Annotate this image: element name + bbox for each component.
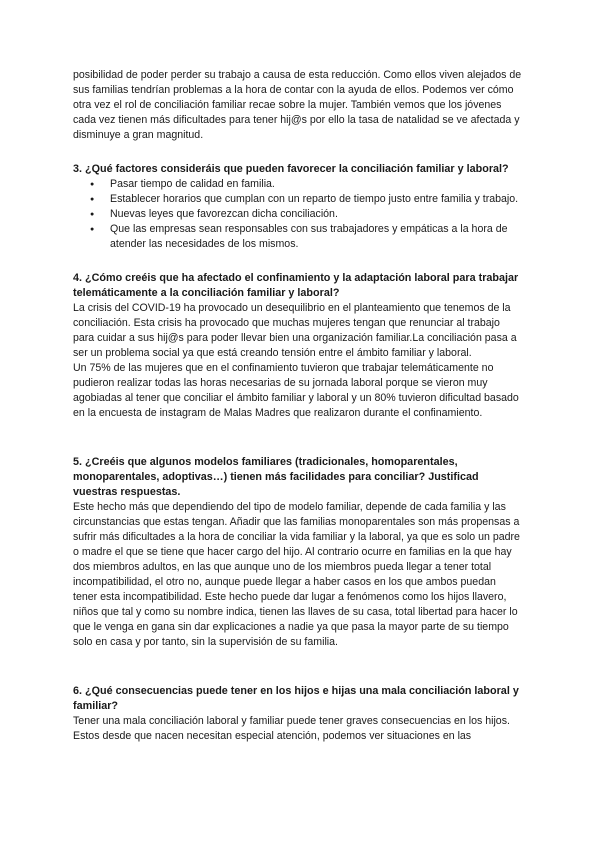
list-item: ● Nuevas leyes que favorezcan dicha conciliación. xyxy=(73,207,522,222)
intro-paragraph: posibilidad de poder perder su trabajo a causa de esta reducción. Como ellos viven alejados de sus familias tendrían problemas a la hora de contar con la ayuda de ellos. Podemos ver cómo otra vez el rol de conciliación familiar recae sobre la mujer. También vemos que los jóvenes cada vez tienen más dificultades para tener hij@s por ello la tasa de natalidad se ve afectada y disminuye a gran magnitud. xyxy=(73,69,522,141)
list-item: ● Establecer horarios que cumplan con un reparto de tiempo justo entre familia y trabajo. xyxy=(73,192,522,207)
section-q4 xyxy=(73,271,522,421)
q6-paragraph-1: Tener una mala conciliación laboral y familiar puede tener graves consecuencias en los hijos. Estos desde que nacen necesitan especial atención, podemos ver situaciones en las xyxy=(73,715,510,742)
q5-paragraph-1: Este hecho más que dependiendo del tipo de modelo familiar, depende de cada familia y las circunstancias que estas tengan. Añadir que las familias monoparentales son más propensas a sufrir más dificultades a la hora de conciliar la vida familiar y la laboral, ya que es solo un padre o madre el que se tiene que hacer cargo del hijo. Al contrario ocurre en familias en la que hay dos miembros adultos, en las que aunque uno de los miembros pueda llegar a tener total incompatibilidad, el otro no, aunque puede llegar a haber casos en los que ambos puedan tener esta incompatibilidad. Este hecho puede dar lugar a fenómenos como los hijos llavero, niños que tal y como su nombre indica, tienen las llaves de su casa, total libertad para hacer lo que le venga en gana sin dar explicaciones a nadie ya que pasa la mayor parte de su tiempo solo en casa y por tanto, sin la supervisión de su familia. xyxy=(73,501,520,648)
section-q6 xyxy=(73,684,522,744)
q3-bullet-list xyxy=(73,177,522,252)
question-6-title: 6. ¿Qué consecuencias puede tener en los hijos e hijas una mala conciliación laboral y familiar? xyxy=(73,685,519,712)
list-item: ● Que las empresas sean responsables con sus trabajadores y empáticas a la hora de atender las necesidades de los mismos. xyxy=(73,222,522,252)
question-5-title: 5. ¿Creéis que algunos modelos familiares (tradicionales, homoparentales, monoparentales, adoptivas…) tienen más facilidades para conciliar? Justificad vuestras respuestas. xyxy=(73,456,479,498)
list-item: ● Pasar tiempo de calidad en familia. xyxy=(73,177,522,192)
section-q3 xyxy=(73,162,522,252)
q4-paragraph-2: Un 75% de las mujeres que en el confinamiento tuvieron que trabajar telemáticamente no pudieron realizar todas las horas necesarias de su jornada laboral porque se vieron muy agobiadas al tener que conciliar el ámbito familiar y laboral y un 80% tuvieron dificultad basado en la encuesta de instagram de Malas Madres que realizaron durante el confinamiento. xyxy=(73,362,519,419)
section-q5 xyxy=(73,455,522,650)
question-3-title: 3. ¿Qué factores consideráis que pueden favorecer la conciliación familiar y laboral? xyxy=(73,163,509,175)
q4-paragraph-1: La crisis del COVID-19 ha provocado un desequilibrio en el planteamiento que tenemos de la conciliación. Esta crisis ha provocado que muchas mujeres tengan que renunciar al trabajo para cuidar a sus hij@s para poder llevar bien una organización familiar.La conciliación pasa a ser un problema social ya que está creando tensión entre el ámbito familiar y laboral. xyxy=(73,302,517,359)
question-4-title: 4. ¿Cómo creéis que ha afectado el confinamiento y la adaptación laboral para trabajar telemáticamente a la conciliación familiar y laboral? xyxy=(73,272,519,299)
